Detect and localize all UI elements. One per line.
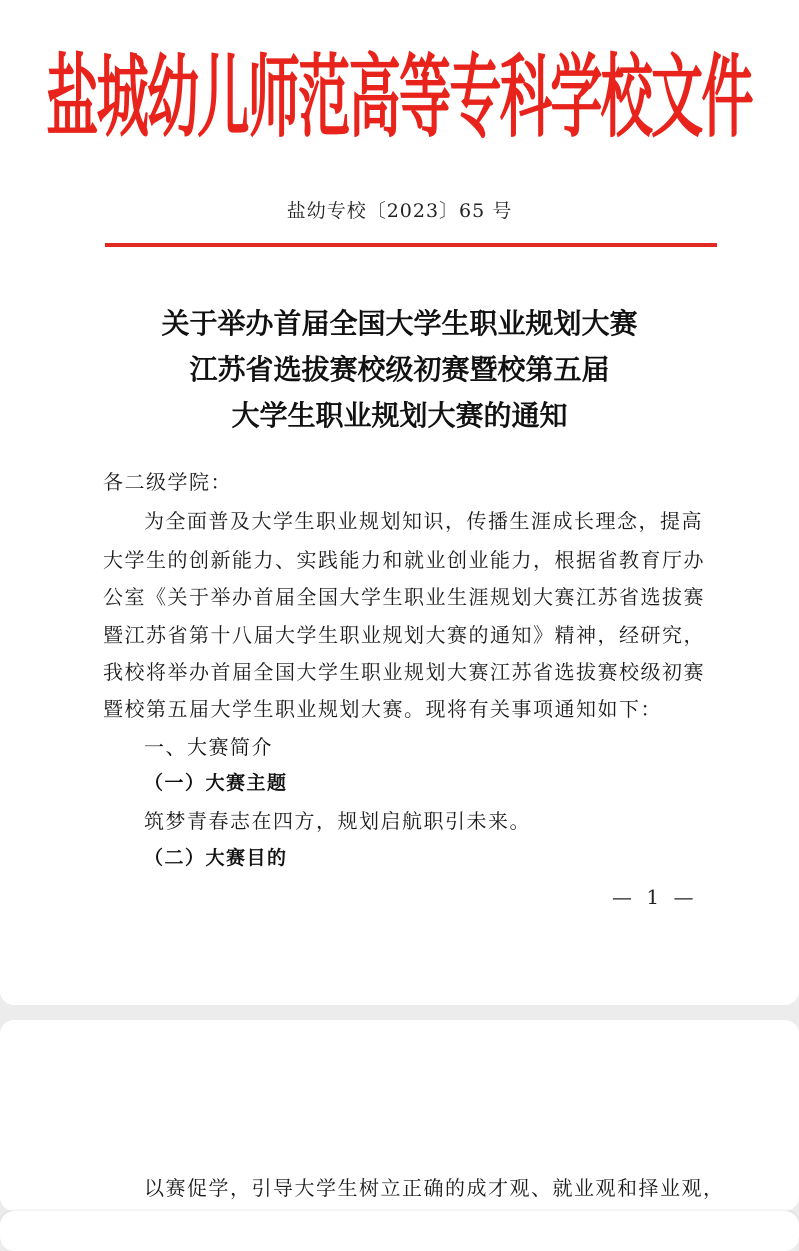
section-heading-1: 一、大赛简介 (144, 735, 273, 759)
document-number: 盐幼专校〔2023〕65 号 (286, 200, 513, 222)
document-page-2 (0, 1020, 799, 1211)
addressee: 各二级学院： (103, 470, 232, 494)
subsection-heading-1: （一）大赛主题 (144, 772, 288, 794)
notice-title-line-1: 关于举办首届全国大学生职业规划大赛 (161, 307, 638, 340)
body-line-4: 暨江苏省第十八届大学生职业规划大赛的通知》精神，经研究， (103, 623, 705, 647)
page2-text-line: 以赛促学，引导大学生树立正确的成才观、就业观和择业观， (144, 1176, 725, 1200)
body-line-6: 暨校第五届大学生职业规划大赛。现将有关事项通知如下： (103, 697, 662, 721)
header-org-title (0, 42, 799, 152)
notice-title-line-3: 大学生职业规划大赛的通知 (231, 399, 568, 432)
document-page-3 (0, 1211, 799, 1251)
body-line-2: 大学生的创新能力、实践能力和就业创业能力，根据省教育厅办 (103, 548, 705, 572)
subsection-text-1: 筑梦青春志在四方，规划启航职引未来。 (144, 809, 531, 833)
body-line-3: 公室《关于举办首届全国大学生职业生涯规划大赛江苏省选拔赛 (103, 585, 705, 609)
header-org-title-text: 盐城幼儿师范高等专科学校文件 (46, 44, 753, 150)
body-line-1: 为全面普及大学生职业规划知识，传播生涯成长理念，提高 (144, 509, 703, 533)
notice-title-line-2: 江苏省选拔赛校级初赛暨校第五届 (189, 353, 610, 386)
red-divider-line (105, 243, 717, 247)
body-line-5: 我校将举办首届全国大学生职业规划大赛江苏省选拔赛校级初赛 (103, 660, 705, 684)
page-number: — 1 — (612, 885, 698, 909)
subsection-heading-2: （二）大赛目的 (144, 847, 288, 869)
